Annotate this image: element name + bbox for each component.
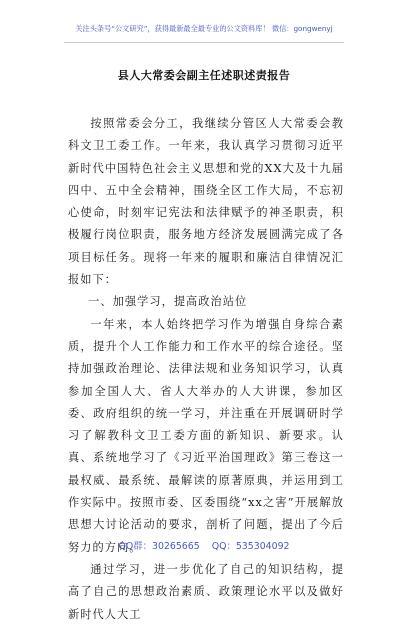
header-divider: [64, 42, 344, 43]
paragraph-study: 一年来，本人始终把学习作为增强自身综合素质，提升个人工作能力和工作水平的综合途径。坚持加强政治理论、法律法规和业务知识学习，认真参加全国人大、省人大举办的人大讲课，参加区委、政府组织的统一学习，并注重在开展调研时学习了解教科文卫工委方面的新知识、新要求。认真、系统地学习了《习近平治国理政》第三卷这一最权威、最系统、最解读的原著原典，并运用到工作实际中。按照市委、区委围绕“xx之害”开展解放思想大讨论活动的要求，剖析了问题，提出了今后努力的方向。: [68, 317, 344, 554]
footer-qq-group: QQ群：30265665: [118, 541, 200, 552]
header-banner: 关注头条号“公文研究”，获得最新最全最专业的公文资料库！ 微信：gongwenyj: [75, 24, 333, 33]
paragraph-results: 通过学习，进一步优化了自己的知识结构，提高了自己的思想政治素质、政策理论水平以及做好新时代人大工: [68, 562, 344, 621]
paragraph-intro: 按照常委会分工，我继续分管区人大常委会教科文卫工委工作。一年来，我认真学习贯彻习近平新时代中国特色社会主义思想和党的XX大及十九届四中、五中全会精神，围绕全区工作大局，不忘初心使命，时刻牢记宪法和法律赋予的神圣职责，积极履行岗位职责，服务地方经济发展圆满完成了各项目标任务。现将一年来的履职和廉洁自律情况汇报如下：: [68, 117, 344, 287]
footer-contact: [0, 538, 408, 552]
section-heading: 一、加强学习，提高政治站位: [88, 295, 248, 309]
footer-qq: QQ：535304092: [211, 541, 290, 552]
document-title: 县人大常委会副主任述职述责报告: [117, 69, 291, 82]
